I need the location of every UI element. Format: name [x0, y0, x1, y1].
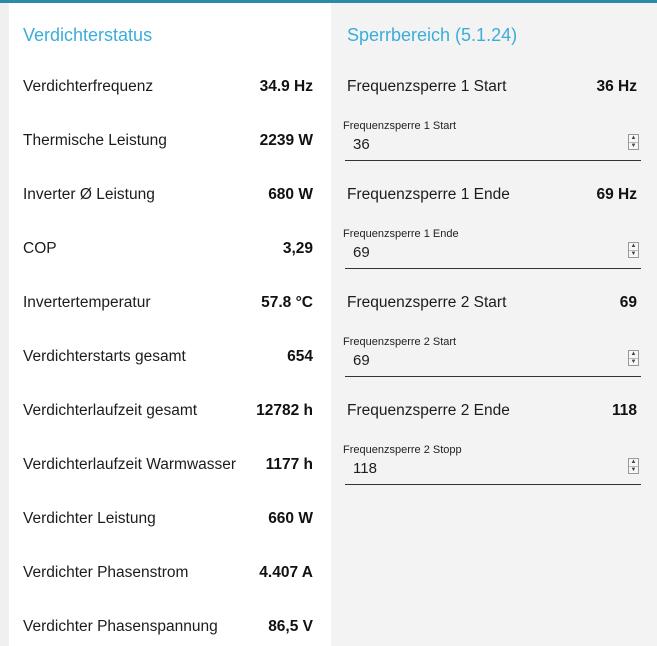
status-row	[23, 616, 313, 638]
status-label: Verdichter Phasenstrom	[23, 564, 189, 581]
status-label: Inverter Ø Leistung	[23, 186, 155, 203]
lockout-row	[347, 184, 637, 206]
lockout-2-start-field	[345, 336, 641, 377]
status-row	[23, 292, 313, 314]
status-label: Thermische Leistung	[23, 132, 167, 149]
compressor-status-panel	[9, 3, 331, 646]
status-row	[23, 184, 313, 206]
lockout-value: 36 Hz	[596, 78, 637, 95]
field-label: Frequenzsperre 1 Start	[343, 120, 457, 132]
status-label: Verdichterstarts gesamt	[23, 348, 186, 365]
lockout-1-start-field	[345, 120, 641, 161]
status-label: Verdichterlaufzeit Warmwasser	[23, 456, 237, 473]
lockout-row	[347, 292, 637, 314]
status-label: COP	[23, 240, 57, 257]
lockout-2-stop-field	[345, 444, 641, 485]
status-value: 4.407 A	[259, 564, 313, 581]
number-spinner	[628, 242, 639, 258]
spinner-up-icon[interactable]: ▲	[630, 351, 637, 358]
spinner-up-icon[interactable]: ▲	[630, 243, 637, 250]
status-value: 86,5 V	[268, 618, 313, 635]
status-label: Verdichterlaufzeit gesamt	[23, 402, 198, 419]
status-row	[23, 508, 313, 530]
status-value: 2239 W	[259, 132, 313, 149]
status-label: Verdichter Leistung	[23, 510, 156, 527]
lockout-label: Frequenzsperre 1 Start	[347, 78, 507, 95]
lockout-1-start-input[interactable]	[353, 134, 603, 154]
lockout-value: 118	[611, 402, 637, 419]
status-row	[23, 562, 313, 584]
lockout-label: Frequenzsperre 1 Ende	[347, 186, 510, 203]
status-value: 680 W	[268, 186, 313, 203]
status-value: 12782 h	[256, 402, 313, 419]
number-spinner	[628, 458, 639, 474]
status-row	[23, 238, 313, 260]
lockout-2-stop-input[interactable]	[353, 458, 603, 478]
status-row	[23, 454, 313, 476]
field-label: Frequenzsperre 2 Stopp	[343, 444, 462, 456]
status-label: Verdichterfrequenz	[23, 78, 154, 95]
status-label: Verdichter Phasenspannung	[23, 618, 218, 635]
panel-title: Verdichterstatus	[23, 25, 153, 45]
status-row	[23, 400, 313, 422]
status-value: 3,29	[282, 240, 313, 257]
field-label: Frequenzsperre 2 Start	[343, 336, 457, 348]
field-label: Frequenzsperre 1 Ende	[343, 228, 459, 240]
panel-title: Sperrbereich (5.1.24)	[347, 25, 518, 45]
spinner-down-icon[interactable]: ▼	[630, 250, 637, 257]
lockout-1-end-field	[345, 228, 641, 269]
status-row	[23, 346, 313, 368]
spinner-up-icon[interactable]: ▲	[630, 135, 637, 142]
lockout-2-start-input[interactable]	[353, 350, 603, 370]
lockout-row	[347, 400, 637, 422]
status-value: 57.8 °C	[261, 294, 313, 311]
number-spinner	[628, 134, 639, 150]
status-label: Invertertemperatur	[23, 294, 151, 311]
number-spinner	[628, 350, 639, 366]
lockout-value: 69	[619, 294, 637, 311]
spinner-down-icon[interactable]: ▼	[630, 142, 637, 149]
spinner-up-icon[interactable]: ▲	[630, 459, 637, 466]
frequency-lockout-panel	[331, 3, 657, 646]
status-value: 654	[287, 348, 313, 365]
spinner-down-icon[interactable]: ▼	[630, 466, 637, 473]
lockout-1-end-input[interactable]	[353, 242, 603, 262]
status-row	[23, 76, 313, 98]
lockout-label: Frequenzsperre 2 Start	[347, 294, 507, 311]
spinner-down-icon[interactable]: ▼	[630, 358, 637, 365]
status-value: 1177 h	[265, 456, 313, 473]
status-value: 660 W	[268, 510, 313, 527]
lockout-label: Frequenzsperre 2 Ende	[347, 402, 510, 419]
lockout-value: 69 Hz	[596, 186, 637, 203]
status-row	[23, 130, 313, 152]
lockout-row	[347, 76, 637, 98]
status-value: 34.9 Hz	[259, 78, 313, 95]
